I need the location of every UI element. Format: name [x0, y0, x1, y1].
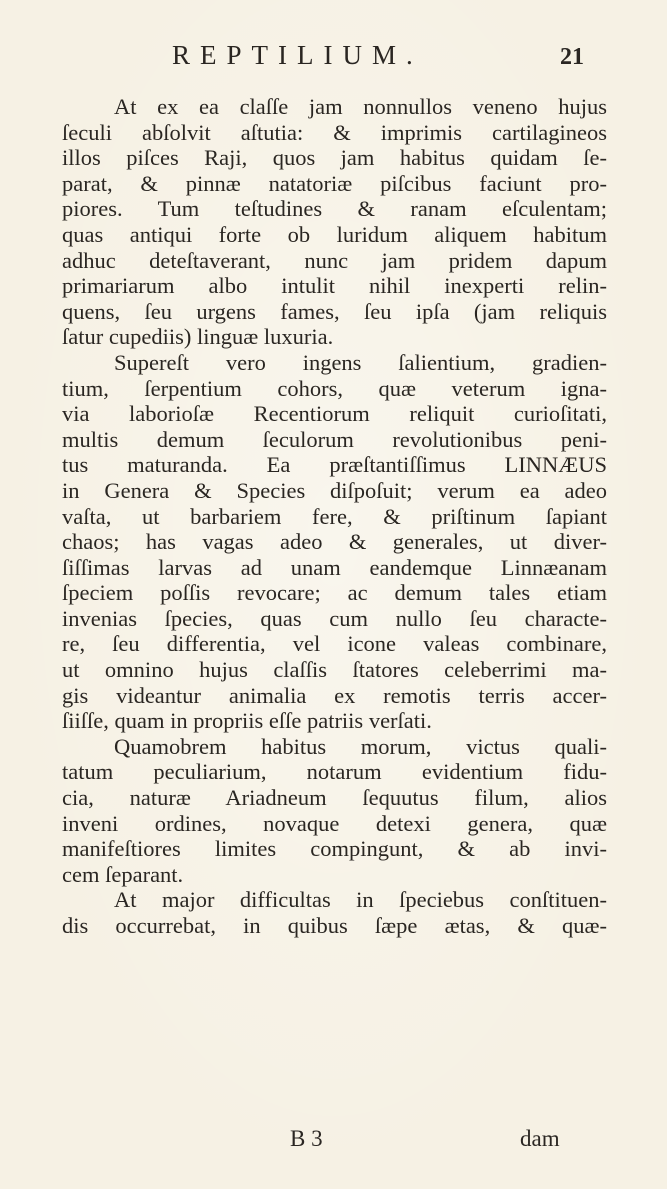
- text-line: chaos; has vagas adeo & generales, ut diver-: [62, 529, 607, 555]
- text-line: tus maturanda. Ea præſtantiſſimus LINNÆUS: [62, 452, 607, 478]
- text-line: dis occurrebat, in quibus ſæpe ætas, & quæ-: [62, 913, 607, 938]
- text-line: re, ſeu differentia, vel icone valeas combinare,: [62, 631, 607, 657]
- text-line: piores. Tum teſtudines & ranam eſculentam;: [62, 196, 607, 222]
- text-line: ſatur cupediis) linguæ luxuria.: [62, 324, 334, 350]
- text-line: quens, ſeu urgens fames, ſeu ipſa (jam reliquis: [62, 298, 607, 324]
- text-line: ſeculi abſolvit aſtutia: & imprimis cartilagineos: [62, 119, 607, 145]
- text-line: multis demum ſeculorum revolutionibus peni-: [62, 426, 607, 452]
- text-line: At ex ea claſſe jam nonnullos veneno hujus: [114, 94, 607, 119]
- text-line: ſpeciem poſſis revocare; ac demum tales etiam: [62, 580, 607, 606]
- text-line: in Genera & Species diſpoſuit; verum ea adeo: [62, 477, 607, 503]
- running-title: REPTILIUM.: [172, 40, 423, 70]
- text-line: via laborioſæ Recentiorum reliquit curioſitati,: [62, 401, 607, 427]
- text-line: Supereſt vero ingens ſalientium, gradien-: [114, 349, 607, 375]
- text-line: adhuc deteſtaverant, nunc jam pridem dapum: [62, 247, 607, 273]
- signature-mark: B 3: [290, 1126, 323, 1151]
- page-footer: [0, 1126, 667, 1156]
- text-line: ſiiſſe, quam in propriis eſſe patriis verſati.: [62, 708, 432, 734]
- body-text: [62, 94, 607, 939]
- text-line: illos piſces Raji, quos jam habitus quidam ſe-: [62, 145, 607, 171]
- catchword: dam: [520, 1126, 560, 1151]
- text-line: parat, & pinnæ natatoriæ piſcibus faciunt pro-: [62, 170, 607, 196]
- page-number: 21: [560, 44, 584, 70]
- text-line: invenias ſpecies, quas cum nullo ſeu characte-: [62, 605, 607, 631]
- text-line: tium, ſerpentium cohors, quæ veterum igna-: [62, 375, 607, 401]
- text-line: ut omnino hujus claſſis ſtatores celeberrimi ma-: [62, 657, 607, 683]
- text-line: cia, naturæ Ariadneum ſequutus filum, alios: [62, 785, 607, 811]
- text-line: At major difficultas in ſpeciebus conſtituen-: [114, 887, 607, 913]
- text-line: manifeſtiores limites compingunt, & ab invi-: [62, 836, 607, 862]
- text-line: Quamobrem habitus morum, victus quali-: [114, 733, 607, 759]
- text-line: cem ſeparant.: [62, 861, 184, 887]
- text-line: inveni ordines, novaque detexi genera, quæ: [62, 810, 607, 836]
- text-line: tatum peculiarium, notarum evidentium fidu-: [62, 759, 607, 785]
- text-line: primariarum albo intulit nihil inexperti relin-: [62, 273, 607, 299]
- text-line: gis videantur animalia ex remotis terris accer-: [62, 682, 607, 708]
- text-line: vaſta, ut barbariem fere, & priſtinum ſapiant: [62, 503, 607, 529]
- text-line: ſiſſimas larvas ad unam eandemque Linnæanam: [62, 554, 607, 580]
- text-line: quas antiqui forte ob luridum aliquem habitum: [62, 221, 607, 247]
- running-head: [0, 40, 667, 80]
